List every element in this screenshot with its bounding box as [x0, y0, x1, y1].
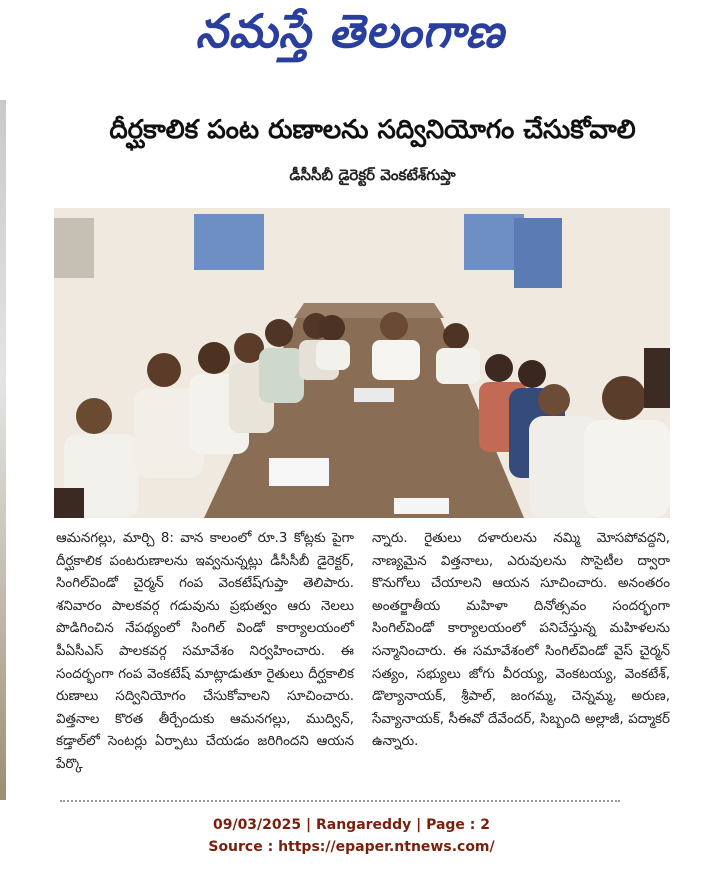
newspaper-masthead: [150, 6, 550, 68]
article-column-left: [56, 528, 354, 777]
article-clipping: [50, 108, 695, 808]
article-column-right: [372, 528, 670, 754]
masthead-title: నమస్తే తెలంగాణ: [195, 4, 505, 58]
page-footer: [0, 814, 703, 858]
footer-date-edition: 09/03/2025 | Rangareddy | Page : 2: [212, 817, 491, 833]
article-text-right: న్నారు. రైతులు దళారులను నమ్మి మోసపోవద్దని, నాణ్యమైన విత్తనాలు, ఎరువులను సొసైటీల ద్వారా కొనుగోలు చేయాలని ఆయన సూచించారు. అనంతరం అంతర్జాతీయ మహిళా దినోత్సవం సందర్భంగా సింగిల్‌విండో కార్యాలయంలో పనిచేస్తున్న మహిళలను సన్మానించారు. ఈ సమావేశంలో సింగిల్‌విండో వైస్‌ చైర్మన్‌ సత్యం, సభ్యులు జోగు వీరయ్య, వెంకటయ్య, వెంకటేశ్‌, డొల్యానాయక్‌, శ్రీపాల్‌, జంగమ్మ, చెన్నమ్మ, అరుణ, సేవ్యానాయక్‌, సీఈవో దేవేందర్‌, సిబ్బంది అల్లాజీ, పద్మాకర్‌ ఉన్నారు.: [372, 531, 670, 750]
article-subhead: డీసీసీబీ డైరెక్టర్‌ వెంకటేశ్‌గుప్తా: [289, 166, 456, 184]
clipping-cut-line: [60, 800, 620, 808]
article-text-left: ఆమనగల్లు, మార్చి 8: వాన కాలంలో రూ.3 కోట్లకు పైగా దీర్ఘకాలిక పంటరుణాలను ఇవ్వనున్నట్లు డీసీసీబీ డైరెక్టర్‌, సింగిల్‌విండో చైర్మన్‌ గంప వెంకటేష్‌గుప్తా తెలిపారు. శనివారం పాలకవర్గ గడువును ప్రభుత్వం ఆరు నెలలు పొడిగించిన నేపథ్యంలో సింగిల్‌ విండో కార్యాలయంలో పీఏసీఎస్‌ పాలకవర్గ సమావేశం నిర్వహించారు. ఈ సందర్భంగా గంప వెంకటేష్‌ మాట్లాడుతూ రైతులు దీర్ఘకాలిక రుణాలు సద్వినియోగం చేసుకోవాలని సూచించారు. విత్తనాల కొరత తీర్చేందుకు ఆమనగల్లు, ముద్విన్‌, కడ్తాల్‌లో సెంటర్లు ఏర్పాటు చేయడం జరిగిందని ఆయన పేర్కొ: [56, 531, 354, 772]
footer-source: Source : https://epaper.ntnews.com/: [208, 839, 495, 855]
meeting-photo: [54, 208, 670, 518]
article-headline: దీర్ఘకాలిక పంట రుణాలను సద్వినియోగం చేసుకోవాలి: [109, 115, 636, 145]
adjacent-page-edge: [0, 100, 6, 800]
